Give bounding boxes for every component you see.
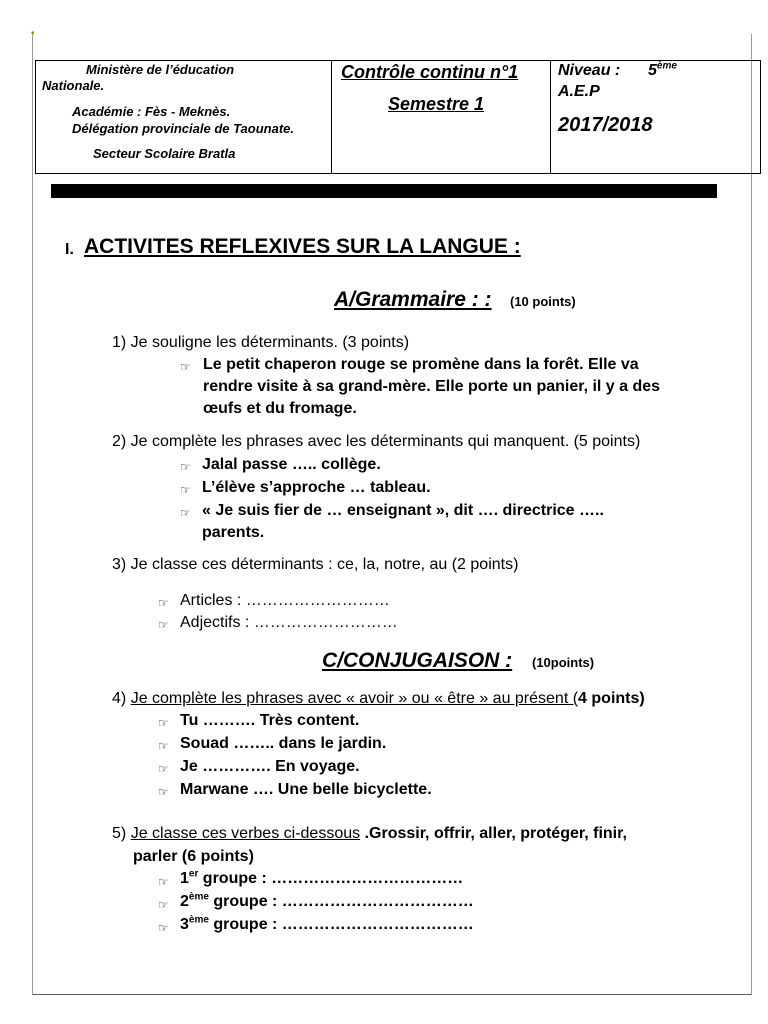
q3-label: 3) Je classe ces déterminants : ce, la, notre, au (2 points) [112,556,519,573]
conjugation-title: C/CONJUGAISON : [322,649,513,672]
q4-label: 4) Je complète les phrases avec « avoir » ou « être » au présent (4 points) [112,690,645,707]
q1-text-line3: œufs et du fromage. [203,400,357,417]
sector-text: Secteur Scolaire Bratla [93,146,236,161]
q4-item4: Marwane …. Une belle bicyclette. [180,781,432,798]
header-level-cell [551,61,760,173]
level-suffix: A.E.P [558,83,600,100]
q2-item1: Jalal passe ….. collège. [202,456,381,473]
hand-pointer-icon: ☞ [158,898,169,912]
hand-pointer-icon: ☞ [158,921,169,935]
level-label: Niveau : [558,62,621,79]
q4-item3: Je …………. En voyage. [180,758,360,775]
control-title: Contrôle continu n°1 [341,62,519,82]
separator-bar [51,184,717,198]
q5-label: 5) Je classe ces verbes ci-dessous .Grossir, offrir, aller, protéger, finir, [112,825,627,842]
hand-pointer-icon: ☞ [158,785,169,799]
q4-item2: Souad …….. dans le jardin. [180,735,387,752]
hand-pointer-icon: ☞ [180,460,191,474]
q2-item2: L’élève s’approche … tableau. [202,479,431,496]
q3-item2: Adjectifs : ……………………… [180,614,398,631]
q5-group1: 1er groupe : ……………………………… [180,868,464,887]
section-title: ACTIVITES REFLEXIVES SUR LA LANGUE : [84,235,521,258]
q5-group3: 3ème groupe : ……………………………… [180,914,474,933]
q1-text-line2: rendre visite à sa grand-mère. Elle porte un panier, il y a des [203,378,661,395]
grammar-title: A/Grammaire : : [334,288,492,311]
hand-pointer-icon: ☞ [158,618,169,632]
delegation-text: Délégation provinciale de Taounate. [72,121,295,136]
q2-item3a: « Je suis fier de … enseignant », dit …. directrice ….. [202,502,604,519]
hand-pointer-icon: ☞ [158,762,169,776]
hand-pointer-icon: ☞ [180,360,191,374]
ministry-text-2: Nationale. [42,78,105,93]
hand-pointer-icon: ☞ [180,483,191,497]
ministry-text: Ministère de l’éducation [86,62,235,77]
corner-mark: • [31,28,35,39]
header-ministry-cell [36,61,332,173]
q5-group2: 2ème groupe : ……………………………… [180,891,474,910]
hand-pointer-icon: ☞ [158,739,169,753]
hand-pointer-icon: ☞ [158,716,169,730]
academy-text: Académie : Fès - Meknès. [72,104,231,119]
q3-item1: Articles : ……………………… [180,592,390,609]
section-number: I. [65,241,74,258]
hand-pointer-icon: ☞ [158,596,169,610]
header-control-cell [332,61,551,173]
level-value: 5ème [648,60,677,79]
semester-title: Semestre 1 [388,94,485,114]
hand-pointer-icon: ☞ [180,506,191,520]
q4-item1: Tu ………. Très content. [180,712,360,729]
q2-item3b: parents. [202,524,265,541]
q1-text-line1: Le petit chaperon rouge se promène dans la forêt. Elle va [203,356,639,373]
conjugation-points: (10points) [532,655,595,670]
school-year: 2017/2018 [558,114,653,136]
grammar-points: (10 points) [510,294,576,309]
q5-verbs-line2: parler (6 points) [133,848,254,865]
q1-label: 1) Je souligne les déterminants. (3 points) [112,334,410,351]
header-table [35,60,761,174]
hand-pointer-icon: ☞ [158,875,169,889]
q2-label: 2) Je complète les phrases avec les déterminants qui manquent. (5 points) [112,433,641,450]
